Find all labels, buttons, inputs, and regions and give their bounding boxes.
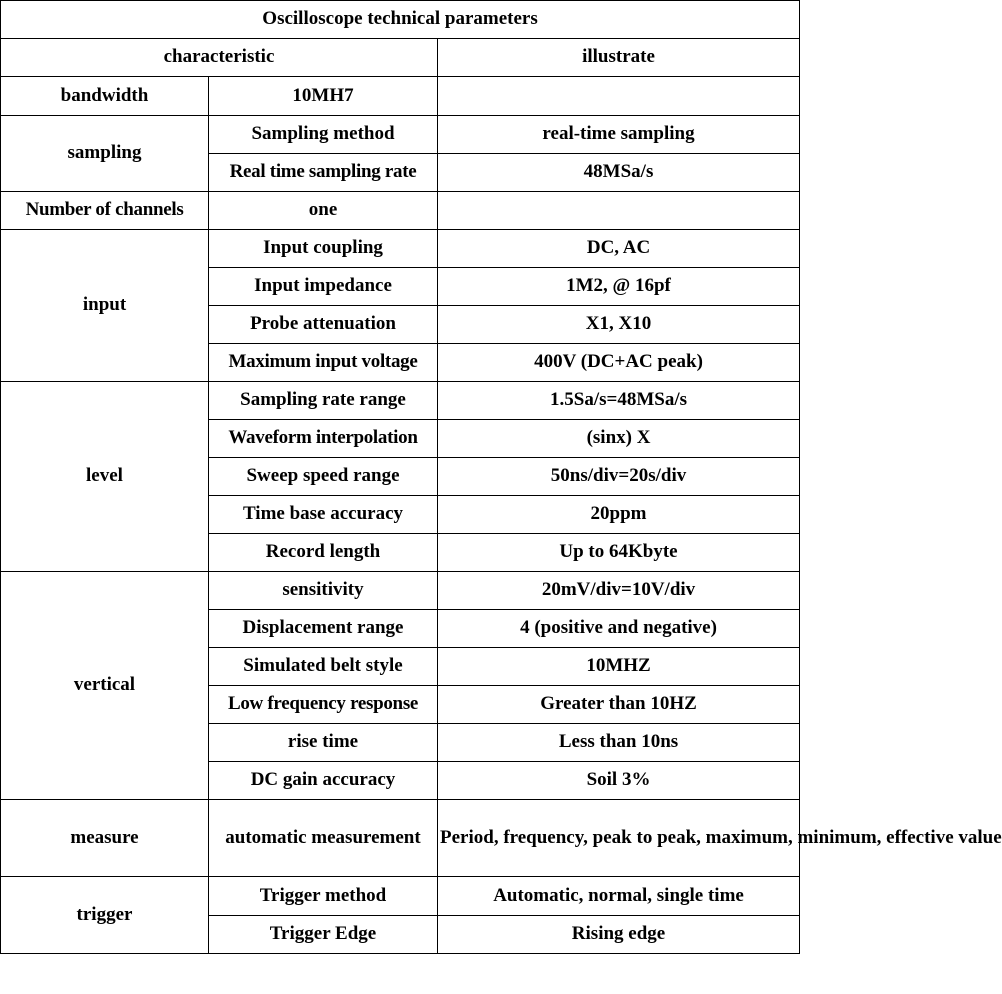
table-row — [1, 877, 800, 916]
category-bandwidth: bandwidth — [1, 77, 209, 116]
param-value: Automatic, normal, single time — [438, 877, 800, 916]
param-name: Input impedance — [209, 268, 438, 306]
category-channels: Number of channels — [1, 192, 209, 230]
param-name: rise time — [209, 724, 438, 762]
bandwidth-note — [438, 77, 800, 116]
param-value: 1.5Sa/s=48MSa/s — [438, 382, 800, 420]
param-value: Soil 3% — [438, 762, 800, 800]
param-name: DC gain accuracy — [209, 762, 438, 800]
param-name: Input coupling — [209, 230, 438, 268]
param-name: Sampling rate range — [209, 382, 438, 420]
table-row — [1, 116, 800, 154]
param-name: Time base accuracy — [209, 496, 438, 534]
param-value: DC, AC — [438, 230, 800, 268]
param-value: X1, X10 — [438, 306, 800, 344]
param-name: sensitivity — [209, 572, 438, 610]
param-name: Sampling method — [209, 116, 438, 154]
header-row — [1, 39, 800, 77]
param-name: Trigger Edge — [209, 916, 438, 954]
param-name: Trigger method — [209, 877, 438, 916]
header-illustrate: illustrate — [438, 39, 800, 77]
param-value: 48MSa/s — [438, 154, 800, 192]
param-name: automatic measurement — [209, 800, 438, 877]
table-row — [1, 572, 800, 610]
param-name: Sweep speed range — [209, 458, 438, 496]
param-name: Record length — [209, 534, 438, 572]
table-row — [1, 192, 800, 230]
category-sampling: sampling — [1, 116, 209, 192]
param-name: Low frequency response — [209, 686, 438, 724]
param-value: 4 (positive and negative) — [438, 610, 800, 648]
table-row — [1, 800, 800, 877]
param-value: 20ppm — [438, 496, 800, 534]
param-value: 10MHZ — [438, 648, 800, 686]
param-value: 400V (DC+AC peak) — [438, 344, 800, 382]
param-value: Less than 10ns — [438, 724, 800, 762]
param-name: Probe attenuation — [209, 306, 438, 344]
bandwidth-value: 10MH7 — [209, 77, 438, 116]
param-value: Greater than 10HZ — [438, 686, 800, 724]
param-name: Displacement range — [209, 610, 438, 648]
header-characteristic: characteristic — [1, 39, 438, 77]
param-name: Maximum input voltage — [209, 344, 438, 382]
param-name: Real time sampling rate — [209, 154, 438, 192]
param-name: Waveform interpolation — [209, 420, 438, 458]
category-measure: measure — [1, 800, 209, 877]
param-value: real-time sampling — [438, 116, 800, 154]
table-row — [1, 77, 800, 116]
param-value: Rising edge — [438, 916, 800, 954]
param-value: Up to 64Kbyte — [438, 534, 800, 572]
channels-value: one — [209, 192, 438, 230]
param-value: Period, frequency, peak to peak, maximum, minimum, effective value — [438, 800, 800, 877]
category-trigger: trigger — [1, 877, 209, 954]
param-value: (sinx) X — [438, 420, 800, 458]
category-vertical: vertical — [1, 572, 209, 800]
category-input: input — [1, 230, 209, 382]
title-row — [1, 1, 800, 39]
channels-note — [438, 192, 800, 230]
param-value: 1M2, @ 16pf — [438, 268, 800, 306]
param-value: 50ns/div=20s/div — [438, 458, 800, 496]
category-level: level — [1, 382, 209, 572]
table-row — [1, 382, 800, 420]
param-name: Simulated belt style — [209, 648, 438, 686]
table-title: Oscilloscope technical parameters — [1, 1, 800, 39]
param-value: 20mV/div=10V/div — [438, 572, 800, 610]
table-row — [1, 230, 800, 268]
